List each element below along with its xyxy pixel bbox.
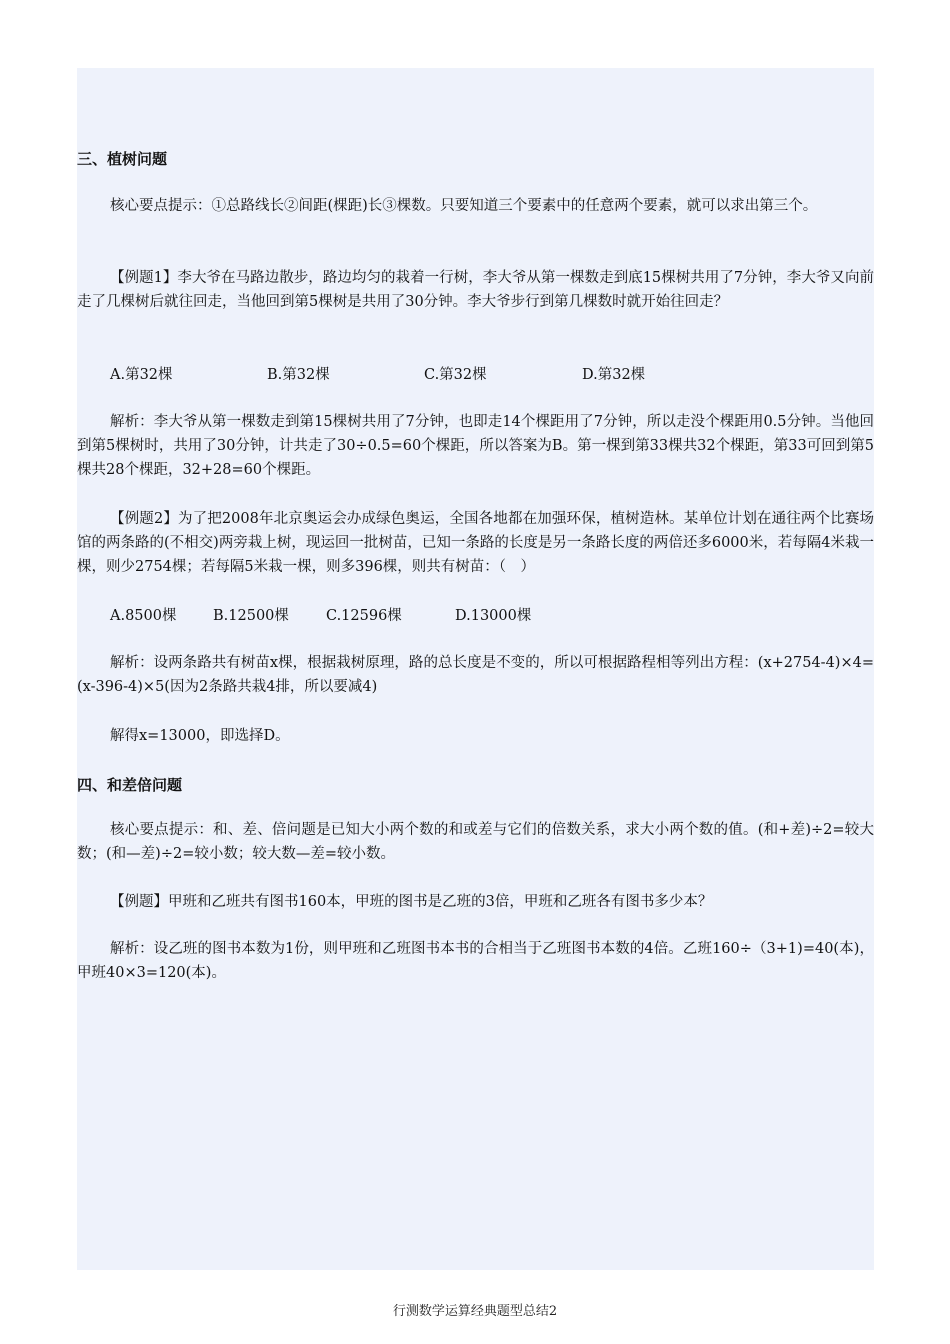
section4-heading: 四、和差倍问题	[77, 776, 183, 794]
example1-option-c: C.第32棵	[424, 367, 487, 383]
example2-solution: 解得x=13000，即选择D。	[110, 728, 290, 744]
example2-option-d: D.13000棵	[455, 608, 532, 624]
example1-question: 【例题1】李大爷在马路边散步，路边均匀的栽着一行树，李大爷从第一棵数走到底15棵树共用了7分钟，李大爷又向前走了几棵树后就往回走，当他回到第5棵树是共用了30分钟。李大爷步行到第几棵数时就开始往回走？	[77, 270, 874, 310]
section3-heading: 三、植树问题	[77, 150, 168, 168]
section4-analysis: 解析：设乙班的图书本数为1份，则甲班和乙班图书本书的合相当于乙班图书本数的4倍。乙班160÷（3+1)=40(本)，甲班40×3=120(本)。	[77, 941, 874, 981]
example2-question: 【例题2】为了把2008年北京奥运会办成绿色奥运，全国各地都在加强环保，植树造林。某单位计划在通往两个比赛场馆的两条路的(不相交)两旁栽上树，现运回一批树苗，已知一条路的长度是另一条路长度的两倍还多6000米，若每隔4米栽一棵，则少2754棵；若每隔5米栽一棵，则多396棵，则共有树苗：（ ）	[77, 511, 874, 575]
example1-option-d: D.第32棵	[582, 367, 646, 383]
example2-option-c: C.12596棵	[326, 608, 402, 624]
example2-option-a: A.8500棵	[110, 608, 177, 624]
page-footer: 行测数学运算经典题型总结2	[392, 1304, 558, 1319]
example1-option-b: B.第32棵	[267, 367, 330, 383]
example1-option-a: A.第32棵	[110, 367, 173, 383]
example2-analysis: 解析：设两条路共有树苗x棵，根据栽树原理，路的总长度是不变的，所以可根据路程相等列出方程：(x+2754-4)×4=(x-396-4)×5(因为2条路共栽4排，所以要减4)	[77, 655, 874, 695]
section4-core-tip: 核心要点提示：和、差、倍问题是已知大小两个数的和或差与它们的倍数关系，求大小两个数的值。(和+差)÷2=较大数；(和—差)÷2=较小数；较大数—差=较小数。	[77, 822, 874, 862]
example2-option-b: B.12500棵	[213, 608, 289, 624]
example1-analysis: 解析：李大爷从第一棵数走到第15棵树共用了7分钟，也即走14个棵距用了7分钟，所以走没个棵距用0.5分钟。当他回到第5棵树时，共用了30分钟，计共走了30÷0.5=60个棵距，所以答案为B。第一棵到第33棵共32个棵距，第33可回到第5棵共28个棵距，32+28=60个棵距。	[77, 414, 874, 478]
section3-core-tip: 核心要点提示：①总路线长②间距(棵距)长③棵数。只要知道三个要素中的任意两个要素，就可以求出第三个。	[110, 198, 818, 214]
section4-example: 【例题】甲班和乙班共有图书160本，甲班的图书是乙班的3倍，甲班和乙班各有图书多少本？	[110, 894, 713, 910]
